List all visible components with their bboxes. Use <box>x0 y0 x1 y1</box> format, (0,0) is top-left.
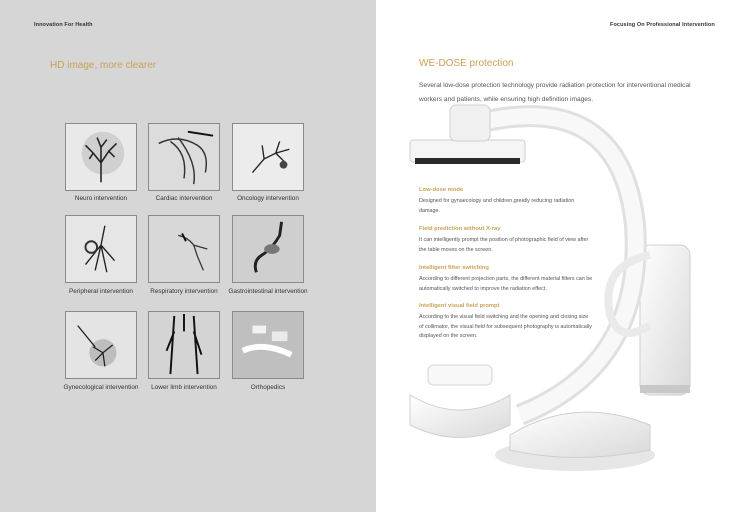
feature-title: Intelligent visual field prompt <box>419 303 500 309</box>
cardiac-angiogram-icon <box>148 123 220 191</box>
caption-gastrointestinal: Gastrointestinal intervention <box>228 288 308 295</box>
respiratory-angiogram-icon <box>148 215 220 283</box>
gynecological-angiogram-icon <box>65 311 137 379</box>
left-section-title: HD image, more clearer <box>50 60 157 71</box>
caption-cardiac: Cardiac intervention <box>155 195 213 202</box>
feature-field-prediction <box>419 226 594 255</box>
caption-neuro: Neuro intervention <box>74 195 128 202</box>
lower-limb-angiogram-icon <box>148 311 220 379</box>
caption-orthopedics: Orthopedics <box>250 384 286 391</box>
feature-title: Low-dose mode <box>419 187 464 193</box>
neuro-angiogram-icon <box>65 123 137 191</box>
right-running-head: Focusing On Professional Intervention <box>610 22 715 28</box>
feature-filter-switching <box>419 265 594 294</box>
feature-visual-field <box>419 303 594 342</box>
orthopedics-xray-icon <box>232 311 304 379</box>
feature-low-dose <box>419 187 594 216</box>
caption-gynecological: Gynecological intervention <box>63 384 139 391</box>
feature-title: Field prediction without X-ray <box>419 226 501 232</box>
feature-desc: According to the visual field switching and the opening and closing size of collimator, the visual field for subsequent photography is automatically displayed on the screen. <box>419 314 592 339</box>
feature-desc: Designed for gynaecology and children,greatly reducing radiation damage. <box>419 198 575 214</box>
right-section-title: WE-DOSE protection <box>419 58 514 69</box>
left-running-head: Innovation For Health <box>34 22 93 28</box>
feature-desc: It can intelligently prompt the position of photographic field of view after the table moves on the screen. <box>419 237 589 253</box>
feature-desc: According to different projection parts, the different material filters can be automatically switched to improve the radiation effect. <box>419 276 593 292</box>
feature-title: Intelligent filter switching <box>419 265 489 271</box>
caption-respiratory: Respiratory intervention <box>150 288 218 295</box>
peripheral-angiogram-icon <box>65 215 137 283</box>
caption-peripheral: Peripheral intervention <box>69 288 133 295</box>
oncology-angiogram-icon <box>232 123 304 191</box>
intro-text: Several low-dose protection technology provide radiation protection for interventional medical workers and patients, while ensuring high definition images. <box>419 82 691 103</box>
caption-lower-limb: Lower limb intervention <box>151 384 217 391</box>
gastrointestinal-angiogram-icon <box>232 215 304 283</box>
caption-oncology: Oncology intervention <box>237 195 299 202</box>
